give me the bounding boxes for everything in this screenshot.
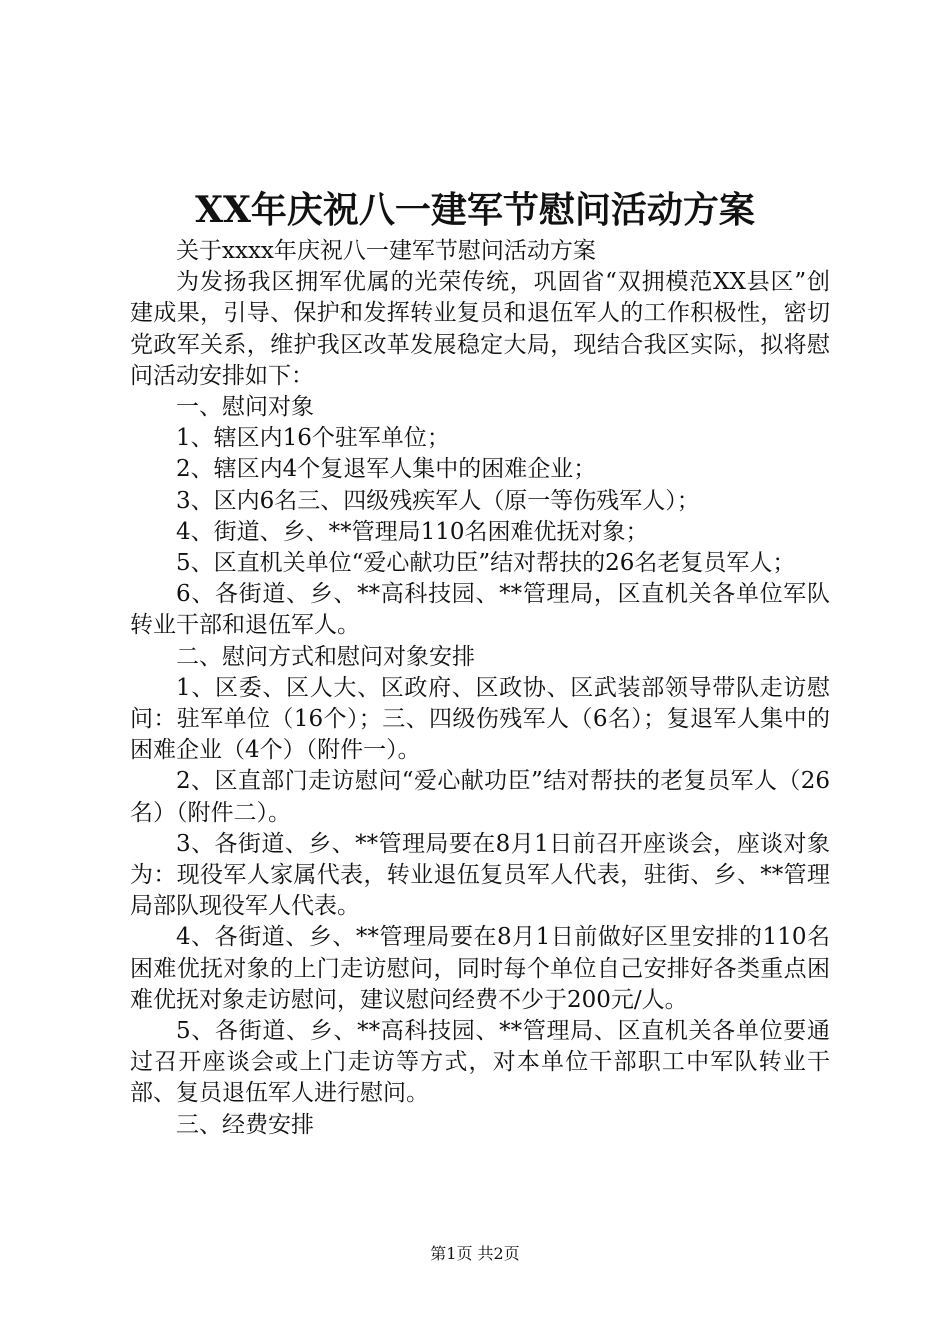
- list-item: 4、各街道、乡、**管理局要在8月1日前做好区里安排的110名困难优抚对象的上门走访慰问，同时每个单位自己安排好各类重点困难优抚对象走访慰问，建议慰问经费不少于200元/人。: [130, 924, 830, 1013]
- list-item: 5、各街道、乡、**高科技园、**管理局、区直机关各单位要通过召开座谈会或上门走访等方式，对本单位干部职工中军队转业干部、复员退伍军人进行慰问。: [130, 1018, 830, 1107]
- list-item: 3、区内6名三、四级残疾军人（原一等伤残军人）；: [176, 487, 700, 514]
- list-item: 2、辖区内4个复退军人集中的困难企业；: [176, 456, 597, 483]
- list-item: 4、街道、乡、**管理局110名困难优抚对象；: [176, 518, 649, 545]
- list-item: 1、辖区内16个驻军单位；: [176, 425, 450, 452]
- paragraph-intro: 关于xxxx年庆祝八一建军节慰问活动方案: [176, 238, 596, 264]
- list-item: 6、各街道、乡、**高科技园、**管理局，区直机关各单位军队转业干部和退伍军人。: [130, 581, 830, 639]
- list-item: 3、各街道、乡、**管理局要在8月1日前召开座谈会，座谈对象为：现役军人家属代表，转业退伍复员军人代表，驻街、乡、**管理局部队现役军人代表。: [130, 830, 830, 920]
- section-heading-1: 一、慰问对象: [176, 394, 314, 421]
- document-body: [130, 236, 830, 1141]
- list-item: 1、区委、区人大、区政府、区政协、区武装部领导带队走访慰问：驻军单位（16个）；三、四级伤残军人（6名）；复退军人集中的困难企业（4个）（附件一）。: [130, 674, 830, 764]
- page-number-footer: 第1页 共2页: [430, 1244, 520, 1263]
- document-title: XX年庆祝八一建军节慰问活动方案: [195, 189, 755, 231]
- list-item: 2、区直部门走访慰问“爱心献功臣”结对帮扶的老复员军人（26名）（附件二）。: [130, 768, 830, 826]
- paragraph-purpose: 为发扬我区拥军优属的光荣传统，巩固省“双拥模范XX县区”创建成果，引导、保护和发挥转业复员和退伍军人的工作积极性，密切党政军关系，维护我区改革发展稳定大局，现结合我区实际，拟将慰问活动安排如下：: [130, 269, 830, 389]
- section-heading-2: 二、慰问方式和慰问对象安排: [176, 643, 475, 670]
- section-heading-3: 三、经费安排: [176, 1111, 314, 1138]
- list-item: 5、区直机关单位“爱心献功臣”结对帮扶的26名老复员军人；: [176, 550, 796, 577]
